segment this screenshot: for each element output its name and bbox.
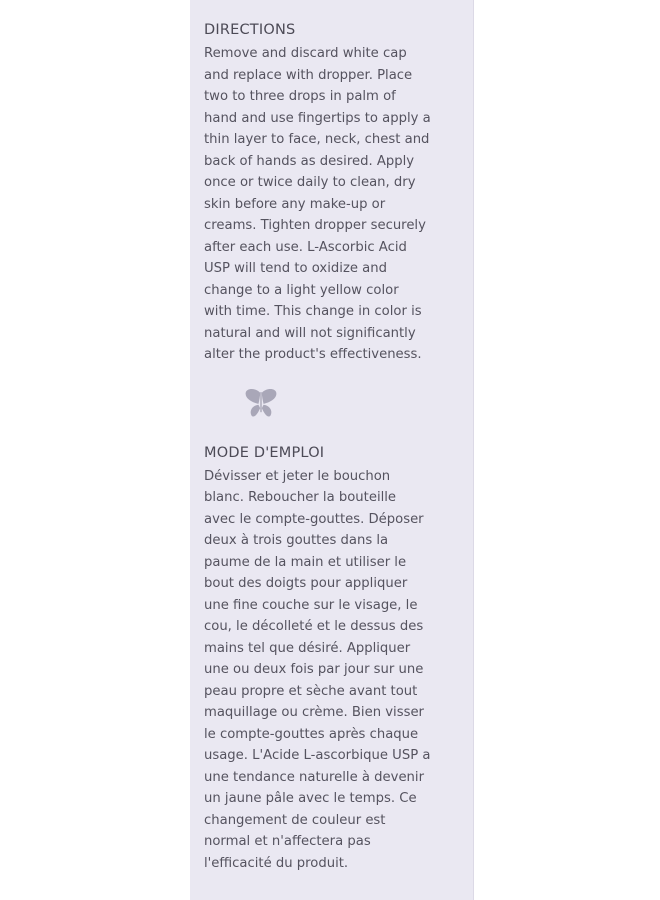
mode-emploi-line: une tendance naturelle à devenir: [204, 770, 424, 785]
butterfly-icon: [244, 386, 278, 420]
directions-line: back of hands as desired. Apply: [204, 154, 415, 169]
directions-line: natural and will not significantly: [204, 326, 416, 341]
mode-emploi-line: usage. L'Acide L-ascorbique USP a: [204, 748, 431, 763]
mode-emploi-line: un jaune pâle avec le temps. Ce: [204, 791, 417, 806]
mode-emploi-line: le compte-gouttes après chaque: [204, 727, 419, 742]
directions-line: hand and use fingertips to apply a: [204, 111, 431, 126]
directions-line: thin layer to face, neck, chest and: [204, 132, 430, 147]
directions-line: once or twice daily to clean, dry: [204, 175, 416, 190]
directions-line: after each use. L-Ascorbic Acid: [204, 240, 407, 255]
directions-line: skin before any make-up or: [204, 197, 386, 212]
directions-panel: [190, 0, 474, 900]
mode-emploi-line: paume de la main et utiliser le: [204, 555, 407, 570]
mode-emploi-line: Dévisser et jeter le bouchon: [204, 469, 391, 484]
mode-emploi-line: maquillage ou crème. Bien visser: [204, 705, 424, 720]
mode-emploi-line: avec le compte-gouttes. Déposer: [204, 512, 424, 527]
directions-heading: DIRECTIONS: [204, 22, 296, 38]
mode-emploi-line: mains tel que désiré. Appliquer: [204, 641, 411, 656]
mode-emploi-line: une ou deux fois par jour sur une: [204, 662, 424, 677]
directions-line: USP will tend to oxidize and: [204, 261, 387, 276]
directions-line: creams. Tighten dropper securely: [204, 218, 426, 233]
mode-emploi-line: cou, le décolleté et le dessus des: [204, 619, 424, 634]
mode-emploi-line: deux à trois gouttes dans la: [204, 533, 389, 548]
mode-emploi-heading: MODE D'EMPLOI: [204, 445, 325, 461]
mode-emploi-line: normal et n'affectera pas: [204, 834, 371, 849]
mode-emploi-line: changement de couleur est: [204, 813, 386, 828]
directions-line: Remove and discard white cap: [204, 46, 407, 61]
directions-line: alter the product's effectiveness.: [204, 347, 422, 362]
mode-emploi-line: une fine couche sur le visage, le: [204, 598, 418, 613]
directions-line: change to a light yellow color: [204, 283, 399, 298]
mode-emploi-line: peau propre et sèche avant tout: [204, 684, 418, 699]
mode-emploi-line: bout des doigts pour appliquer: [204, 576, 408, 591]
mode-emploi-line: blanc. Reboucher la bouteille: [204, 490, 397, 505]
directions-line: and replace with dropper. Place: [204, 68, 413, 83]
directions-line: two to three drops in palm of: [204, 89, 396, 104]
directions-line: with time. This change in color is: [204, 304, 422, 319]
mode-emploi-line: l'efficacité du produit.: [204, 856, 349, 871]
